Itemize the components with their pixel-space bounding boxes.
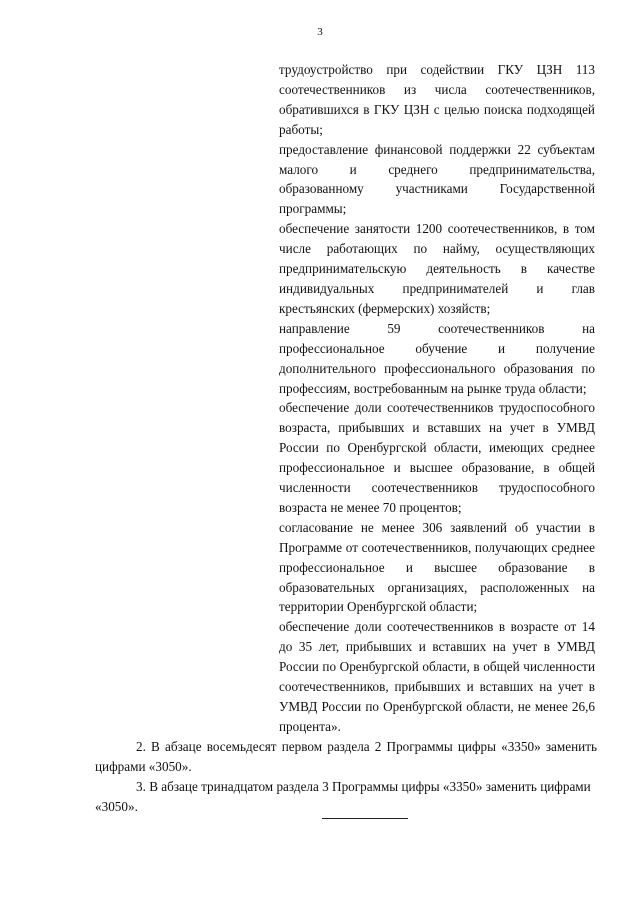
- list-item: согласование не менее 306 заявлений об участии в Программе от соотечественников, получающих среднее профессиональное и высшее образование в образовательных организациях, расположенных на территории Оренбургской области;: [279, 519, 595, 615]
- paragraph-2: 2. В абзаце восемьдесят первом раздела 2 Программы цифры «3350» заменить цифрами «3050».: [95, 739, 597, 774]
- indented-list: [279, 60, 595, 737]
- list-item: обеспечение доли соотечественников в возрасте от 14 до 35 лет, прибывших и вставших на учет в УМВД России по Оренбургской области, в общей численности соотечественников, прибывших и вставших на учет в УМВД России по Оренбургской области, не менее 26,6 процента».: [279, 619, 595, 734]
- list-item: обеспечение доли соотечественников трудоспособного возраста, прибывших и вставших на учет в УМВД России по Оренбургской области, имеющих среднее профессиональное и высшее образование, в общей численности соотечественников трудоспособного возраста не менее 70 процентов;: [279, 400, 595, 515]
- end-divider: [322, 818, 408, 819]
- body-text: [95, 737, 597, 817]
- list-item: направление 59 соотечественников на профессиональное обучение и получение дополнительного профессионального образования по профессиям, востребованным на рынке труда области;: [279, 320, 595, 396]
- list-item: предоставление финансовой поддержки 22 субъектам малого и среднего предпринимательства, образованному участниками Государственной программы;: [279, 141, 595, 217]
- paragraph-3: 3. В абзаце тринадцатом раздела 3 Программы цифры «3350» заменить цифрами «3050».: [95, 778, 591, 814]
- list-item: обеспечение занятости 1200 соотечественников, в том числе работающих по найму, осуществляющих предпринимательскую деятельность в качестве индивидуальных предпринимателей и глав крестьянских (фермерских) хозяйств;: [279, 221, 595, 316]
- list-item: трудоустройство при содействии ГКУ ЦЗН 113 соотечественников из числа соотечественников, обратившихся в ГКУ ЦЗН с целью поиска подходящей работы;: [279, 62, 595, 137]
- page-number: 3: [317, 26, 323, 38]
